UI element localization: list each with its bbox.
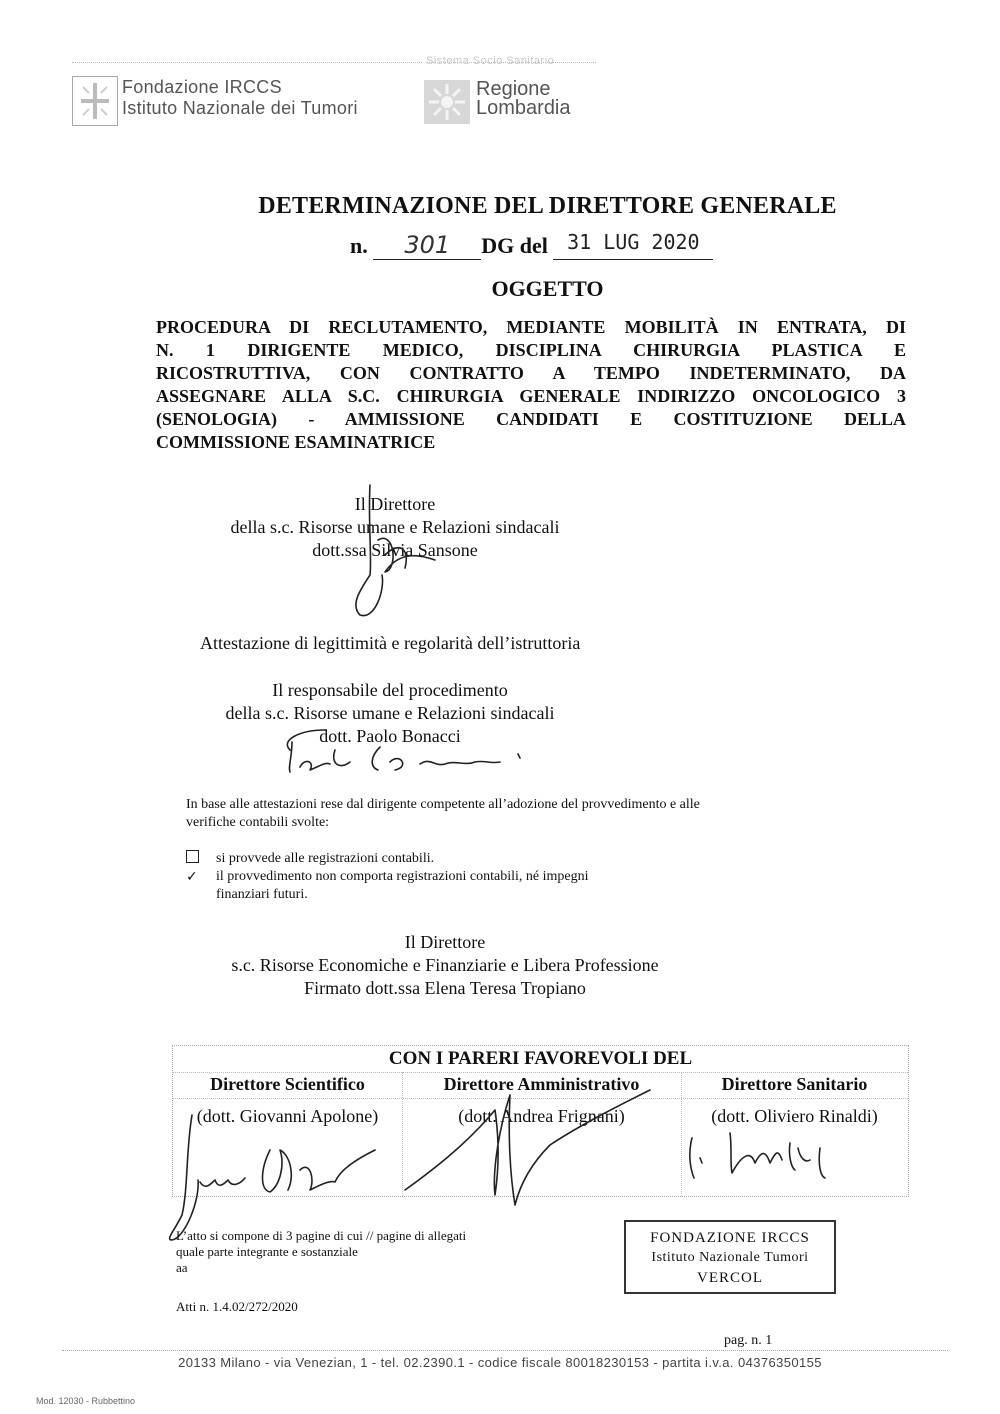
scientific-director-name: (dott. Giovanni Apolone)	[196, 1106, 379, 1126]
subject-line: (SENOLOGIA) - AMMISSIONE CANDIDATI E COSTITUZIONE DELLA	[156, 409, 906, 429]
option1-checkbox[interactable]	[186, 850, 199, 863]
stamp-line3: VERCOL	[697, 1270, 763, 1286]
hr-director-name: dott.ssa Silvia Sansone	[312, 540, 478, 560]
page-number: pag. n. 1	[724, 1333, 773, 1348]
finance-director-title: Il Direttore	[404, 932, 486, 952]
finance-director-name: Firmato dott.ssa Elena Teresa Tropiano	[304, 978, 586, 998]
scientific-director-role: Direttore Scientifico	[210, 1074, 365, 1094]
manager-title: Il responsabile del procedimento	[272, 680, 508, 700]
region-line1: Regione	[476, 78, 551, 100]
footer-rule	[62, 1350, 948, 1351]
attachments-note	[176, 1228, 466, 1276]
option2-checkmark-icon[interactable]: ✓	[186, 869, 198, 885]
document-title: DETERMINAZIONE DEL DIRETTORE GENERALE	[258, 193, 837, 219]
health-director-name: (dott. Oliviero Rinaldi)	[711, 1106, 878, 1126]
subject-line: RICOSTRUTTIVA, CON CONTRATTO A TEMPO INDETERMINATO, DA	[156, 363, 906, 383]
footer-address: 20133 Milano - via Venezian, 1 - tel. 02.2390.1 - codice fiscale 80018230153 - partita i.v.a. 04376350155	[178, 1355, 822, 1370]
accounting-option-1	[186, 850, 435, 868]
document-number-line	[350, 231, 713, 260]
subject-text	[156, 316, 906, 454]
attestation-text: Attestazione di legittimità e regolarità dell’istruttoria	[200, 633, 581, 653]
dg-label: DG del	[481, 233, 548, 258]
stamp-line1: FONDAZIONE IRCCS	[650, 1230, 810, 1246]
oggetto-label: OGGETTO	[491, 276, 604, 301]
hr-director-office: della s.c. Risorse umane e Relazioni sindacali	[230, 517, 560, 537]
handwritten-number: 301	[404, 231, 451, 259]
attachments-line1: L’atto si compone di 3 pagine di cui // pagine di allegati	[176, 1228, 467, 1243]
administrative-director-name: (dott. Andrea Frignani)	[458, 1106, 625, 1126]
region-logo	[424, 80, 470, 124]
form-code: Mod. 12030 - Rubbettino	[36, 1396, 136, 1406]
system-label: Sistema Socio Sanitario	[426, 55, 555, 67]
institution-name	[122, 77, 358, 119]
number-prefix: n.	[350, 233, 368, 258]
option1-label: si provvede alle registrazioni contabili.	[216, 851, 435, 866]
health-director-role: Direttore Sanitario	[721, 1074, 868, 1094]
institutional-stamp	[624, 1220, 836, 1294]
region-line2: Lombardia	[476, 97, 571, 119]
rose-emblem-icon	[424, 80, 470, 124]
option2-label-line1: il provvedimento non comporta registrazioni contabili, né impegni	[216, 869, 589, 884]
subject-line: ASSEGNARE ALLA S.C. CHIRURGIA GENERALE INDIRIZZO ONCOLOGICO 3	[156, 386, 906, 406]
manager-name: dott. Paolo Bonacci	[319, 726, 461, 746]
manager-signature	[270, 722, 540, 782]
hr-director-signature	[340, 480, 460, 630]
subject-line: COMMISSIONE ESAMINATRICE	[156, 432, 436, 452]
atti-number: Atti n. 1.4.02/272/2020	[176, 1299, 298, 1314]
institution-logo	[72, 76, 118, 126]
attachments-line2: quale parte integrante e sostanziale	[176, 1244, 358, 1259]
table-rule	[173, 1072, 908, 1073]
accounting-intro	[186, 796, 700, 832]
administrative-director-signature	[400, 1085, 660, 1210]
header-rule	[72, 62, 422, 63]
stamp-line2: Istituto Nazionale Tumori	[651, 1250, 809, 1265]
institution-line2: Istituto Nazionale dei Tumori	[122, 98, 358, 118]
subject-line: N. 1 DIRIGENTE MEDICO, DISCIPLINA CHIRURGIA PLASTICA E	[156, 340, 906, 360]
number-field	[373, 231, 481, 260]
date-field	[553, 230, 713, 260]
opinions-title: CON I PARERI FAVOREVOLI DEL	[388, 1048, 693, 1069]
finance-director-block	[190, 931, 700, 1000]
health-director-signature	[680, 1108, 890, 1188]
finance-director-office: s.c. Risorse Economiche e Finanziarie e Libera Professione	[231, 955, 659, 975]
accounting-option-2	[186, 868, 589, 902]
institution-line1: Fondazione IRCCS	[122, 77, 282, 97]
cross-emblem-icon	[73, 77, 117, 125]
hr-director-title: Il Direttore	[354, 494, 436, 514]
subject-line: PROCEDURA DI RECLUTAMENTO, MEDIANTE MOBILITÀ IN ENTRATA, DI	[156, 317, 906, 337]
region-name	[476, 80, 571, 118]
date-stamp: 31 LUG 2020	[567, 230, 700, 254]
manager-office: della s.c. Risorse umane e Relazioni sindacali	[225, 703, 555, 723]
accounting-intro-line2: verifiche contabili svolte:	[186, 815, 330, 830]
attachments-line3: aa	[176, 1260, 188, 1275]
administrative-director-role: Direttore Amministrativo	[443, 1074, 640, 1094]
accounting-intro-line1: In base alle attestazioni rese dal dirigente competente all’adozione del provvedimento e alle	[186, 797, 700, 812]
option2-label-line2: finanziari futuri.	[216, 887, 308, 902]
